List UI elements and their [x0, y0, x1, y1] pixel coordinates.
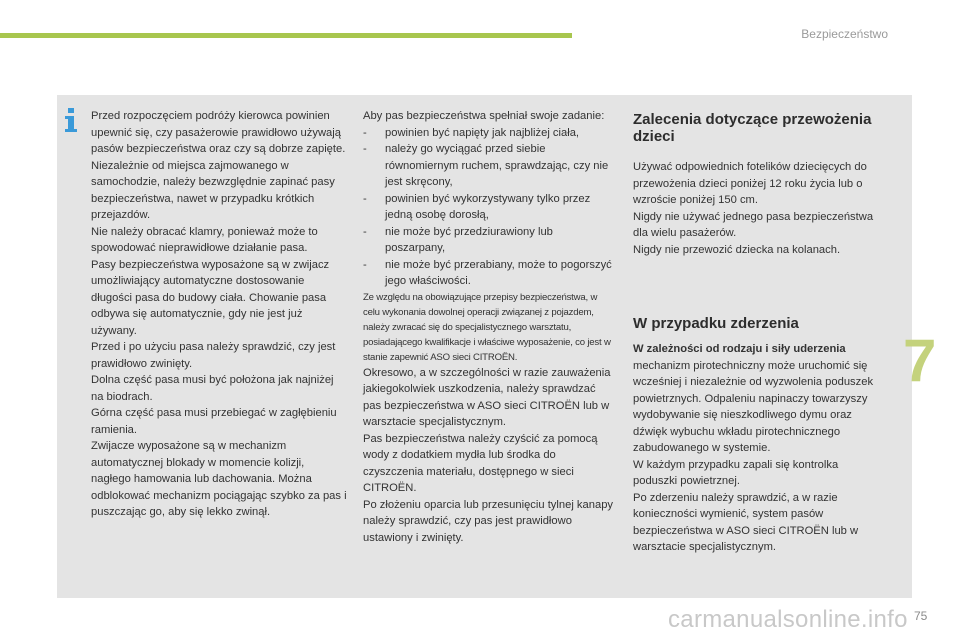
paragraph: Górna część pasa musi przebiegać w zagłębieniu ramienia.	[91, 407, 337, 436]
column-children-and-collision	[633, 111, 879, 556]
accent-bar	[0, 33, 572, 38]
paragraph: Niezależnie od miejsca zajmowanego w samochodzie, należy bezwzględnie zapinać pasy bezpieczeństwa, nawet w przypadku krótkich przejazdów.	[91, 159, 335, 221]
paragraph: Przed rozpoczęciem podróży kierowca powinien upewnić się, czy pasażerowie prawidłowo używają pasów bezpieczeństwa oraz czy są dobrze zapięte.	[91, 110, 346, 155]
chapter-number: 7	[903, 327, 937, 394]
list-item: - powinien być napięty jak najbliżej ciała,	[363, 126, 580, 139]
paragraph: mechanizm pirotechniczny może uruchomić się wcześniej i niezależnie od wyzwolenia poduszek powietrznych. Odpaleniu napinaczy towarzyszy wydobywanie się nieszkodliwego dymu oraz dźwięk wybuchu wkładu pirotechnicznego zabudowanego w systemie.	[633, 359, 874, 454]
paragraph: Okresowo, a w szczególności w razie zauważenia jakiegokolwiek uszkodzenia, należy sprawdzać pas bezpieczeństwa w ASO sieci CITROËN lub w warsztacie specjalistycznym.	[363, 366, 611, 428]
paragraph: Po zderzeniu należy sprawdzić, a w razie konieczności wymienić, system pasów bezpieczeństwa w ASO sieci CITROËN lub w warsztacie specjalistycznym.	[633, 491, 859, 553]
watermark: carmanualsonline.info	[668, 606, 908, 633]
info-icon	[63, 107, 79, 133]
paragraph: Zwijacze wyposażone są w mechanizm automatycznej blokady w momencie kolizji, nagłego hamowania lub dachowania. Można odblokować mechanizm pociągając szybko za pas i puszczając go, aby się lekko zwinął.	[91, 440, 347, 518]
list-item: - nie może być przerabiany, może to pogorszyć jego właściwości.	[363, 258, 612, 287]
paragraph: W każdym przypadku zapali się kontrolka poduszki powietrznej.	[633, 458, 839, 487]
column-seatbelt-requirements	[363, 108, 615, 546]
heading-collision: W przypadku zderzenia	[633, 315, 799, 332]
paragraph: Dolna część pasa musi być położona jak najniżej na biodrach.	[91, 374, 334, 403]
section-title: Bezpieczeństwo	[801, 27, 888, 41]
paragraph: Używać odpowiednich fotelików dziecięcych do przewożenia dzieci poniżej 12 roku życia lub o wzroście poniżej 150 cm.	[633, 161, 867, 206]
column-seatbelt-usage	[91, 108, 347, 521]
paragraph: Po złożeniu oparcia lub przesunięciu tylnej kanapy należy sprawdzić, czy pas jest prawidłowo ustawiony i zwinięty.	[363, 498, 614, 544]
service-note: Ze względu na obowiązujące przepisy bezpieczeństwa, w celu wykonania dowolnej operacji związanej z pojazdem, należy zwracać się do specjalistycznego warsztatu, posiadającego kwalifikacje i właściwe wyposażenie, co jest w stanie zapewnić ASO sieci CITROËN.	[363, 291, 611, 363]
paragraph: Nie należy obracać klamry, ponieważ może to spowodować nieprawidłowe działanie pasa.	[91, 225, 318, 254]
paragraph: Przed i po użyciu pasa należy sprawdzić, czy jest prawidłowo zwinięty.	[91, 341, 336, 370]
bold-lead: W zależności od rodzaju i siły uderzenia	[633, 343, 846, 355]
intro-text: Aby pas bezpieczeństwa spełniał swoje zadanie:	[363, 110, 605, 122]
list-item: - powinien być wykorzystywany tylko przez jedną osobę dorosłą,	[363, 192, 591, 221]
list-item: - nie może być przedziurawiony lub poszarpany,	[363, 225, 553, 254]
paragraph: Pas bezpieczeństwa należy czyścić za pomocą wody z dodatkiem mydła lub środka do czyszczenia materiału, dostępnego w sieci CITROËN.	[363, 432, 598, 494]
paragraph: Nigdy nie przewozić dziecka na kolanach.	[633, 243, 841, 256]
paragraph: Nigdy nie używać jednego pasa bezpieczeństwa dla wielu pasażerów.	[633, 210, 874, 239]
heading-child-transport: Zalecenia dotyczące przewożenia dzieci	[633, 111, 872, 145]
paragraph: Pasy bezpieczeństwa wyposażone są w zwijacz umożliwiający automatyczne dostosowanie długości pasa do budowy ciała. Chowanie pasa odbywa się automatycznie, gdy nie jest już używany.	[91, 258, 330, 337]
list-item: - należy go wyciągać przed siebie równomiernym ruchem, sprawdzając, czy nie jest skręcony,	[363, 143, 609, 188]
page-number: 75	[914, 609, 928, 623]
